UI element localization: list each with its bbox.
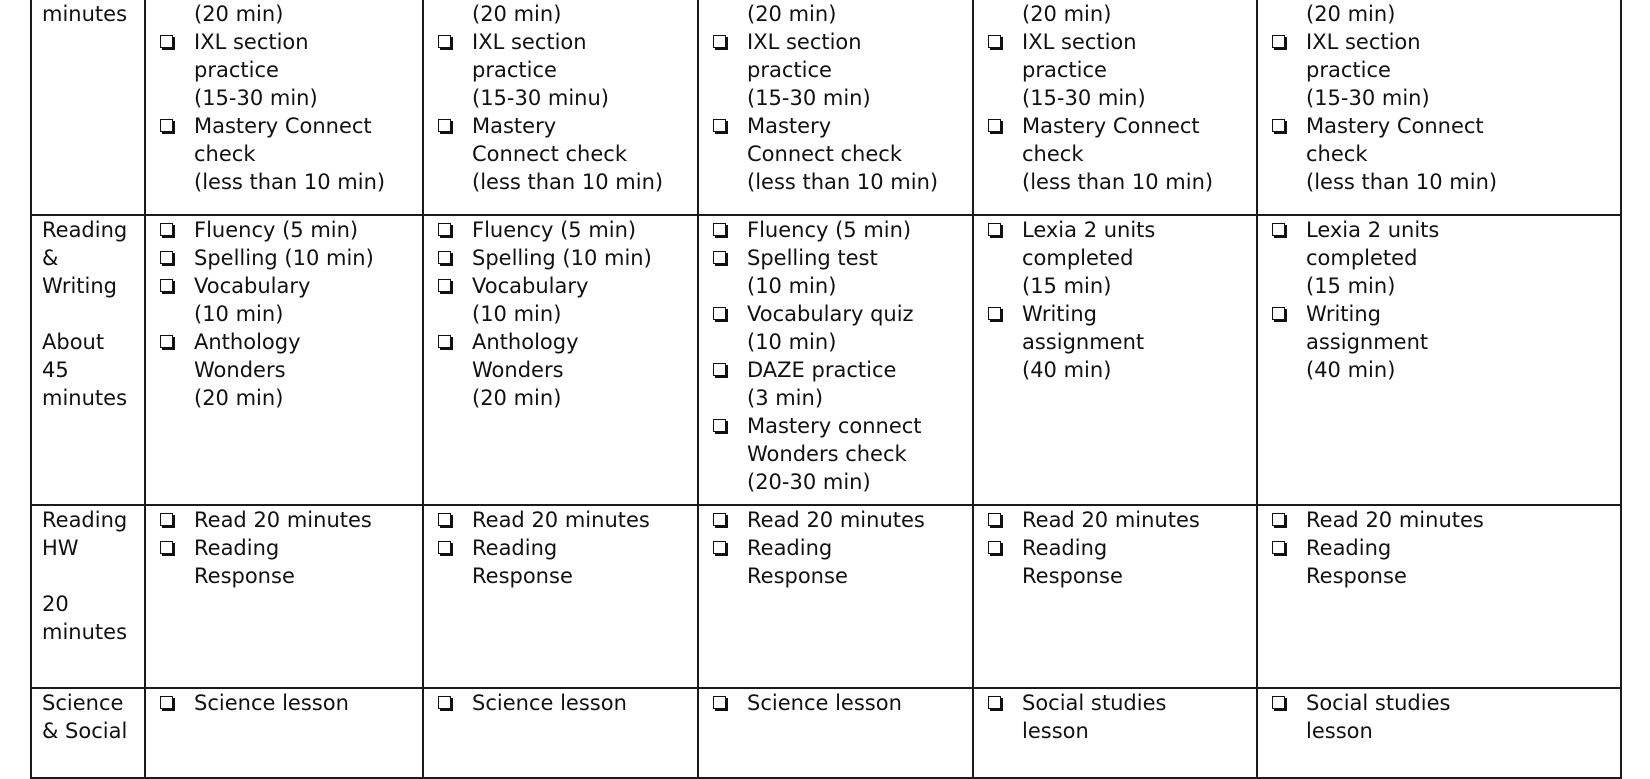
- task-label: Read 20 minutes: [1022, 508, 1200, 532]
- task-item: [1022, 689, 1250, 745]
- task-label: Reading Response: [747, 536, 848, 588]
- checkbox-icon[interactable]: [713, 696, 726, 709]
- task-item: [1306, 534, 1614, 590]
- task-item: [194, 0, 416, 28]
- task-label: Mastery Connect check (less than 10 min): [194, 114, 386, 194]
- task-label: Fluency (5 min): [472, 218, 637, 242]
- task-label: Writing assignment (40 min): [1306, 302, 1429, 382]
- task-item: [194, 272, 416, 328]
- task-label: Read 20 minutes: [747, 508, 925, 532]
- row-label-science-social: Science & Social: [31, 688, 145, 778]
- task-item: [1306, 0, 1614, 28]
- task-item: [472, 28, 691, 112]
- task-list: [1258, 0, 1620, 196]
- task-item: [747, 112, 966, 196]
- task-item: [1022, 0, 1250, 28]
- checkbox-icon[interactable]: [438, 35, 451, 48]
- checkbox-icon[interactable]: [713, 307, 726, 320]
- reading-writing-row: [31, 215, 1621, 505]
- checkbox-icon[interactable]: [713, 513, 726, 526]
- task-label: Lexia 2 units completed (15 min): [1022, 218, 1156, 298]
- task-item: [194, 506, 416, 534]
- task-item: [747, 216, 966, 244]
- day-cell: [973, 215, 1257, 505]
- day-cell: [698, 505, 973, 688]
- row-label-math: minutes: [31, 0, 145, 215]
- checkbox-icon[interactable]: [713, 419, 726, 432]
- day-cell: [973, 0, 1257, 215]
- day-cell: [423, 0, 698, 215]
- task-item: [1022, 28, 1250, 112]
- task-label: Science lesson: [194, 691, 349, 715]
- checkbox-icon[interactable]: [160, 35, 173, 48]
- task-list: [424, 216, 697, 412]
- task-label: Spelling test (10 min): [747, 246, 878, 298]
- task-item: [747, 356, 966, 412]
- task-item: [1306, 506, 1614, 534]
- task-list: [974, 689, 1256, 745]
- task-list: [424, 506, 697, 590]
- task-list: [1258, 506, 1620, 590]
- checkbox-icon[interactable]: [160, 279, 173, 292]
- task-list: [699, 216, 972, 496]
- day-cell: [1257, 215, 1621, 505]
- checkbox-icon[interactable]: [438, 513, 451, 526]
- checkbox-icon[interactable]: [1272, 696, 1285, 709]
- checkbox-icon[interactable]: [1272, 119, 1285, 132]
- day-cell: [698, 0, 973, 215]
- task-list: [974, 0, 1256, 196]
- day-cell: [145, 0, 423, 215]
- checkbox-icon[interactable]: [988, 541, 1001, 554]
- task-list: [146, 506, 422, 590]
- checkbox-icon[interactable]: [1272, 541, 1285, 554]
- task-item: [194, 112, 416, 196]
- task-label: Mastery Connect check (less than 10 min): [1022, 114, 1214, 194]
- checkbox-icon[interactable]: [438, 279, 451, 292]
- day-cell: [1257, 0, 1621, 215]
- task-list: [974, 506, 1256, 590]
- task-item: [747, 506, 966, 534]
- task-label: Science lesson: [747, 691, 902, 715]
- checkbox-icon[interactable]: [713, 363, 726, 376]
- task-item: [747, 300, 966, 356]
- checkbox-icon[interactable]: [438, 696, 451, 709]
- task-item: [1306, 216, 1614, 300]
- checkbox-icon[interactable]: [988, 119, 1001, 132]
- day-cell: [1257, 505, 1621, 688]
- day-cell: [698, 215, 973, 505]
- day-cell: [698, 688, 973, 778]
- task-item: [747, 689, 966, 717]
- task-label: (20 min): [747, 2, 837, 26]
- task-label: Mastery connect Wonders check (20-30 min): [747, 414, 922, 494]
- task-item: [1022, 112, 1250, 196]
- checkbox-icon[interactable]: [988, 513, 1001, 526]
- task-item: [472, 272, 691, 328]
- task-item: [1306, 689, 1614, 745]
- task-label: Science lesson: [472, 691, 627, 715]
- task-label: Spelling (10 min): [472, 246, 652, 270]
- task-list: [146, 689, 422, 717]
- task-label: Read 20 minutes: [472, 508, 650, 532]
- task-label: Social studies lesson: [1306, 691, 1451, 743]
- task-item: [194, 534, 416, 590]
- task-item: [1306, 300, 1614, 384]
- task-label: Writing assignment (40 min): [1022, 302, 1145, 382]
- day-cell: [973, 505, 1257, 688]
- checkbox-icon[interactable]: [160, 119, 173, 132]
- task-label: Social studies lesson: [1022, 691, 1167, 743]
- task-list: [424, 0, 697, 196]
- task-label: IXL section practice (15-30 min): [747, 30, 871, 110]
- task-label: (20 min): [1306, 2, 1396, 26]
- checkbox-icon[interactable]: [713, 119, 726, 132]
- day-cell: [145, 505, 423, 688]
- task-label: Reading Response: [194, 536, 295, 588]
- task-label: (20 min): [1022, 2, 1112, 26]
- day-cell: [1257, 688, 1621, 778]
- task-item: [472, 506, 691, 534]
- task-item: [1022, 534, 1250, 590]
- science-social-row: [31, 688, 1621, 778]
- checkbox-icon[interactable]: [713, 35, 726, 48]
- checkbox-icon[interactable]: [438, 251, 451, 264]
- checkbox-icon[interactable]: [438, 119, 451, 132]
- task-list: [1258, 216, 1620, 384]
- task-item: [194, 328, 416, 412]
- day-cell: [423, 215, 698, 505]
- task-item: [472, 689, 691, 717]
- task-item: [472, 534, 691, 590]
- schedule-body: [31, 0, 1621, 778]
- checkbox-icon[interactable]: [160, 513, 173, 526]
- task-item: [747, 244, 966, 300]
- task-label: Mastery Connect check (less than 10 min): [472, 114, 664, 194]
- day-cell: [423, 688, 698, 778]
- checkbox-icon[interactable]: [1272, 223, 1285, 236]
- task-item: [747, 28, 966, 112]
- schedule-table: [30, 0, 1622, 779]
- checkbox-icon[interactable]: [438, 223, 451, 236]
- task-label: IXL section practice (15-30 minu): [472, 30, 609, 110]
- task-label: Mastery Connect check (less than 10 min): [747, 114, 939, 194]
- task-label: Reading Response: [472, 536, 573, 588]
- task-label: Reading Response: [1022, 536, 1123, 588]
- task-item: [194, 244, 416, 272]
- checkbox-icon[interactable]: [160, 335, 173, 348]
- task-list: [1258, 689, 1620, 745]
- task-label: DAZE practice (3 min): [747, 358, 897, 410]
- task-label: Mastery Connect check (less than 10 min): [1306, 114, 1498, 194]
- day-cell: [973, 688, 1257, 778]
- task-list: [699, 506, 972, 590]
- task-item: [194, 689, 416, 717]
- checkbox-icon[interactable]: [713, 251, 726, 264]
- task-label: Fluency (5 min): [747, 218, 912, 242]
- task-label: Anthology Wonders (20 min): [472, 330, 579, 410]
- task-label: Vocabulary (10 min): [194, 274, 311, 326]
- task-label: (20 min): [194, 2, 284, 26]
- checkbox-icon[interactable]: [160, 223, 173, 236]
- task-item: [472, 0, 691, 28]
- task-item: [747, 412, 966, 496]
- task-item: [194, 28, 416, 112]
- math-row: [31, 0, 1621, 215]
- checkbox-icon[interactable]: [1272, 35, 1285, 48]
- task-item: [472, 112, 691, 196]
- task-label: IXL section practice (15-30 min): [1306, 30, 1430, 110]
- row-label-reading-writing: Reading & Writing About 45 minutes: [31, 215, 145, 505]
- day-cell: [145, 688, 423, 778]
- checkbox-icon[interactable]: [1272, 307, 1285, 320]
- checkbox-icon[interactable]: [988, 696, 1001, 709]
- task-item: [472, 216, 691, 244]
- task-label: Anthology Wonders (20 min): [194, 330, 301, 410]
- task-item: [472, 244, 691, 272]
- day-cell: [145, 215, 423, 505]
- checkbox-icon[interactable]: [160, 251, 173, 264]
- task-item: [747, 534, 966, 590]
- task-item: [1306, 112, 1614, 196]
- task-item: [1022, 300, 1250, 384]
- task-item: [747, 0, 966, 28]
- task-label: IXL section practice (15-30 min): [1022, 30, 1146, 110]
- checkbox-icon[interactable]: [988, 307, 1001, 320]
- task-item: [1306, 28, 1614, 112]
- task-label: IXL section practice (15-30 min): [194, 30, 318, 110]
- task-label: (20 min): [472, 2, 562, 26]
- checkbox-icon[interactable]: [713, 223, 726, 236]
- task-list: [146, 0, 422, 196]
- task-label: Fluency (5 min): [194, 218, 359, 242]
- task-list: [424, 689, 697, 717]
- task-label: Read 20 minutes: [1306, 508, 1484, 532]
- reading-hw-row: [31, 505, 1621, 688]
- task-list: [146, 216, 422, 412]
- checkbox-icon[interactable]: [438, 335, 451, 348]
- task-label: Reading Response: [1306, 536, 1407, 588]
- checkbox-icon[interactable]: [438, 541, 451, 554]
- day-cell: [423, 505, 698, 688]
- task-item: [472, 328, 691, 412]
- checkbox-icon[interactable]: [1272, 513, 1285, 526]
- task-label: Vocabulary (10 min): [472, 274, 589, 326]
- task-label: Spelling (10 min): [194, 246, 374, 270]
- checkbox-icon[interactable]: [988, 223, 1001, 236]
- task-item: [194, 216, 416, 244]
- row-label-reading-hw: Reading HW 20 minutes: [31, 505, 145, 688]
- task-label: Lexia 2 units completed (15 min): [1306, 218, 1440, 298]
- checkbox-icon[interactable]: [160, 541, 173, 554]
- checkbox-icon[interactable]: [713, 541, 726, 554]
- task-label: Read 20 minutes: [194, 508, 372, 532]
- task-list: [699, 689, 972, 717]
- checkbox-icon[interactable]: [160, 696, 173, 709]
- task-item: [1022, 216, 1250, 300]
- task-label: Vocabulary quiz (10 min): [747, 302, 914, 354]
- task-item: [1022, 506, 1250, 534]
- task-list: [974, 216, 1256, 384]
- task-list: [699, 0, 972, 196]
- checkbox-icon[interactable]: [988, 35, 1001, 48]
